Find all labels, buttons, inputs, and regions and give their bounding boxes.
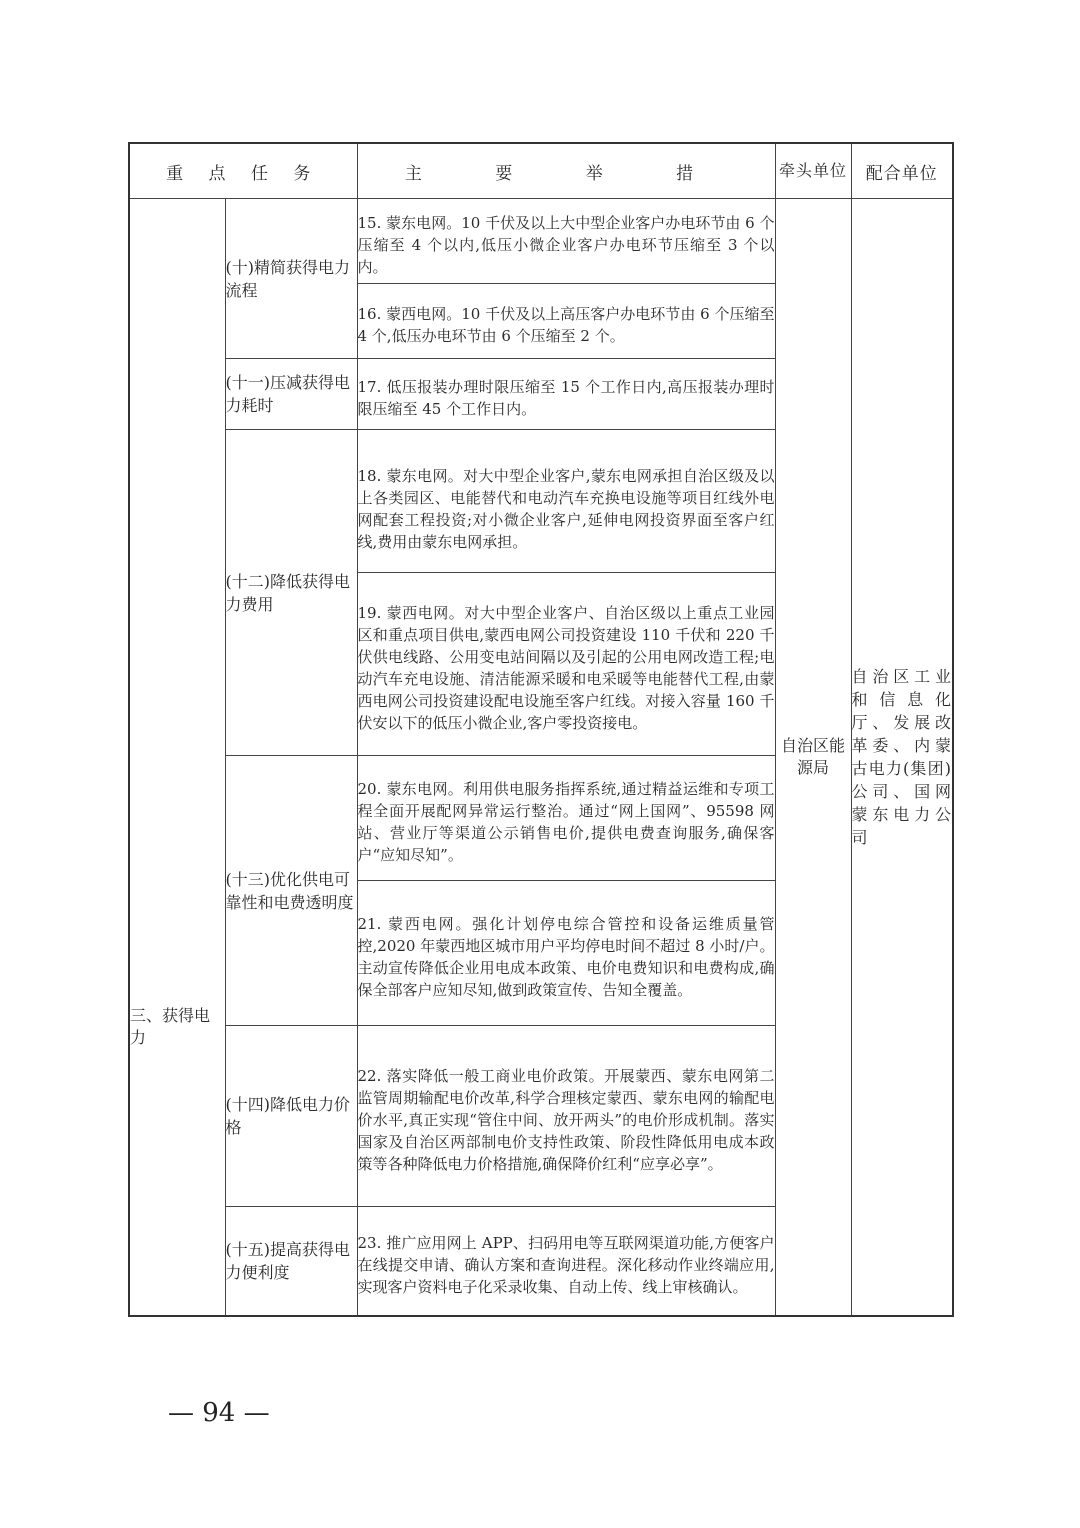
table-header-row bbox=[129, 143, 953, 199]
measure-cell: 23. 推广应用网上 APP、扫码用电等互联网渠道功能,方便客户在线提交申请、确认方案和查询进程。深化移动作业终端应用,实现客户资料电子化采录收集、自动上传、线上审核确认。 bbox=[357, 1207, 775, 1317]
subtask-cell: (十三)优化供电可靠性和电费透明度 bbox=[225, 756, 357, 1026]
measure-cell: 19. 蒙西电网。对大中型企业客户、自治区级以上重点工业园区和重点项目供电,蒙西电网公司投资建设 110 千伏和 220 千伏供电线路、公用变电站间隔以及引起的公用电网改造工程;电动汽车充电设施、清洁能源采暖和电采暖等电能替代工程,由蒙西电网公司投资建设配电设施至客户红线。对接入容量 160 千伏安以下的低压小微企业,客户零投资接电。 bbox=[357, 573, 775, 756]
cooperating-units-cell: 自治区工业和信息化厅、发展改革委、内蒙古电力(集团)公司、国网蒙东电力公司 bbox=[851, 199, 953, 1317]
subtask-cell: (十一)压减获得电力耗时 bbox=[225, 359, 357, 430]
header-lead-unit: 牵头单位 bbox=[775, 143, 851, 199]
measure-cell: 18. 蒙东电网。对大中型企业客户,蒙东电网承担自治区级及以上各类园区、电能替代和电动汽车充换电设施等项目红线外电网配套工程投资;对小微企业客户,延伸电网投资界面至客户红线,费用由蒙东电网承担。 bbox=[357, 430, 775, 573]
subtask-cell: (十二)降低获得电力费用 bbox=[225, 430, 357, 756]
header-cooperating-units: 配合单位 bbox=[851, 143, 953, 199]
measure-cell: 15. 蒙东电网。10 千伏及以上大中型企业客户办电环节由 6 个压缩至 4 个以内,低压小微企业客户办电环节压缩至 3 个以内。 bbox=[357, 199, 775, 284]
subtask-cell: (十四)降低电力价格 bbox=[225, 1026, 357, 1207]
subtask-cell: (十)精简获得电力流程 bbox=[225, 199, 357, 359]
measures-table bbox=[128, 142, 954, 1317]
page-number: — 94 — bbox=[168, 1398, 270, 1428]
header-key-task: 重 点 任 务 bbox=[129, 143, 357, 199]
measure-cell: 20. 蒙东电网。利用供电服务指挥系统,通过精益运维和专项工程全面开展配网异常运行整治。通过“网上国网”、95598 网站、营业厅等渠道公示销售电价,提供电费查询服务,确保客户“应知尽知”。 bbox=[357, 756, 775, 881]
table-row bbox=[129, 199, 953, 284]
header-main-measures: 主 要 举 措 bbox=[357, 143, 775, 199]
subtask-cell: (十五)提高获得电力便利度 bbox=[225, 1207, 357, 1317]
measure-cell: 22. 落实降低一般工商业电价政策。开展蒙西、蒙东电网第二监管周期输配电价改革,科学合理核定蒙西、蒙东电网的输配电价水平,真正实现“管住中间、放开两头”的电价形成机制。落实国家及自治区两部制电价支持性政策、阶段性降低用电成本政策等各种降低电力价格措施,确保降价红利“应享必享”。 bbox=[357, 1026, 775, 1207]
category-cell: 三、获得电力 bbox=[129, 199, 225, 1317]
measure-cell: 16. 蒙西电网。10 千伏及以上高压客户办电环节由 6 个压缩至 4 个,低压办电环节由 6 个压缩至 2 个。 bbox=[357, 284, 775, 359]
measure-cell: 17. 低压报装办理时限压缩至 15 个工作日内,高压报装办理时限压缩至 45 个工作日内。 bbox=[357, 359, 775, 430]
lead-unit-cell: 自治区能源局 bbox=[775, 199, 851, 1317]
measure-cell: 21. 蒙西电网。强化计划停电综合管控和设备运维质量管控,2020 年蒙西地区城市用户平均停电时间不超过 8 小时/户。主动宣传降低企业用电成本政策、电价电费知识和电费构成,确保全部客户应知尽知,做到政策宣传、告知全覆盖。 bbox=[357, 881, 775, 1026]
